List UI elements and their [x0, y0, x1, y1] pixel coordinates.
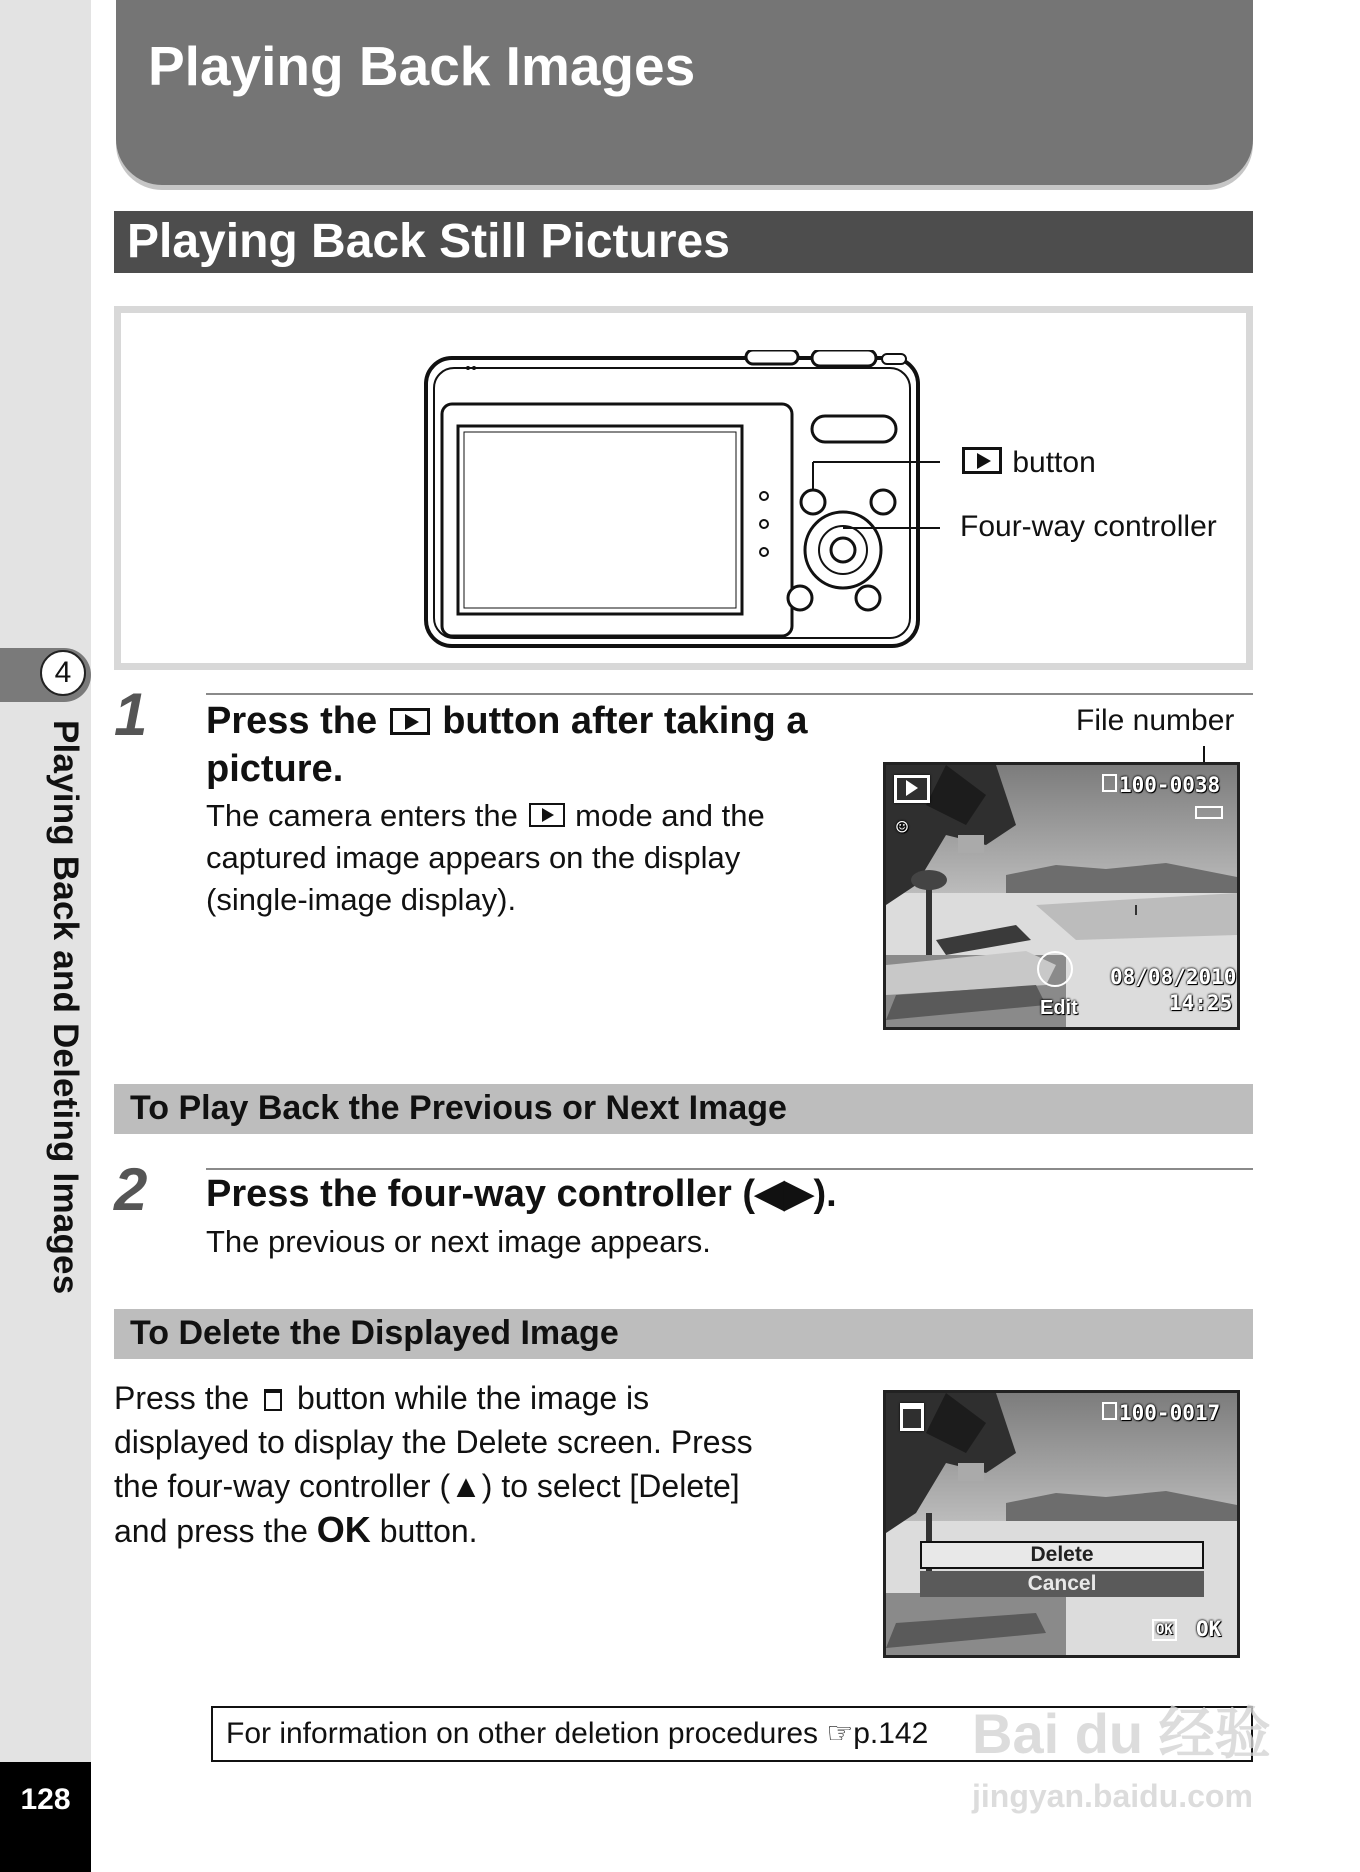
- step1-title: Press the button after taking a picture.: [206, 700, 808, 790]
- step1-rule: [206, 693, 1253, 695]
- subsection-title-delete: To Delete the Displayed Image: [130, 1314, 619, 1352]
- page-number-box: [0, 1762, 91, 1872]
- step2-number: 2: [114, 1156, 148, 1223]
- file-number-label: File number: [1076, 704, 1235, 737]
- step2-title: Press the four-way controller (◀▶).: [206, 1173, 837, 1215]
- battery-icon: [1195, 806, 1223, 819]
- page-number: 128: [20, 1783, 71, 1816]
- play-icon: [390, 708, 430, 735]
- four-way-edit-icon: [1037, 951, 1073, 987]
- four-way-controller-callout: Four-way controller: [960, 510, 1217, 543]
- beach-photo: [886, 1393, 1237, 1655]
- step1-body: The camera enters the mode and the captured image appears on the display (single-image display).: [206, 798, 765, 917]
- card-icon: [1102, 1402, 1117, 1420]
- file-number: 100-0017: [1102, 1401, 1220, 1425]
- delete-option[interactable]: Delete: [920, 1541, 1204, 1569]
- reference-text: For information on other deletion procedures ☞p.142: [226, 1717, 929, 1750]
- ok-button-glyph: OK: [316, 1509, 371, 1550]
- camera-illustration: [420, 350, 940, 660]
- trash-icon: [900, 1403, 924, 1431]
- play-button-callout: button: [960, 446, 1096, 480]
- page-title: Playing Back Images: [148, 35, 696, 97]
- chapter-title: Playing Back and Deleting Images: [46, 720, 85, 1295]
- edit-label: Edit: [1040, 997, 1078, 1019]
- capture-date: 08/08/2010: [1110, 965, 1237, 989]
- face-detect-icon: ☺: [896, 815, 909, 839]
- lcd-delete-screen: [883, 1390, 1240, 1658]
- section-title: Playing Back Still Pictures: [127, 215, 730, 268]
- card-icon: [1102, 774, 1117, 792]
- ok-label: OK: [1196, 1617, 1222, 1641]
- file-number: 100-0038: [1102, 773, 1220, 797]
- baidu-watermark-logo: Bai du 经验: [972, 1702, 1271, 1765]
- cancel-option[interactable]: Cancel: [920, 1571, 1204, 1597]
- capture-time: 14:25: [1169, 991, 1233, 1015]
- step2-body: The previous or next image appears.: [206, 1224, 711, 1259]
- chapter-number: 4: [40, 650, 86, 696]
- delete-instructions: Press the button while the image is displayed to display the Delete screen. Press the four-way controller (▲) to select [Delete] and press the OK button.: [114, 1380, 753, 1550]
- playback-triangle-icon: [906, 780, 918, 796]
- play-icon: [529, 803, 565, 827]
- step1-number: 1: [114, 681, 148, 748]
- play-icon: [962, 447, 1002, 474]
- lcd-single-image-display: [883, 762, 1240, 1030]
- baidu-watermark-url: jingyan.baidu.com: [972, 1778, 1253, 1814]
- trash-icon: [264, 1389, 282, 1411]
- subsection-title-previous-next: To Play Back the Previous or Next Image: [130, 1089, 787, 1127]
- ok-badge: OK: [1152, 1619, 1177, 1641]
